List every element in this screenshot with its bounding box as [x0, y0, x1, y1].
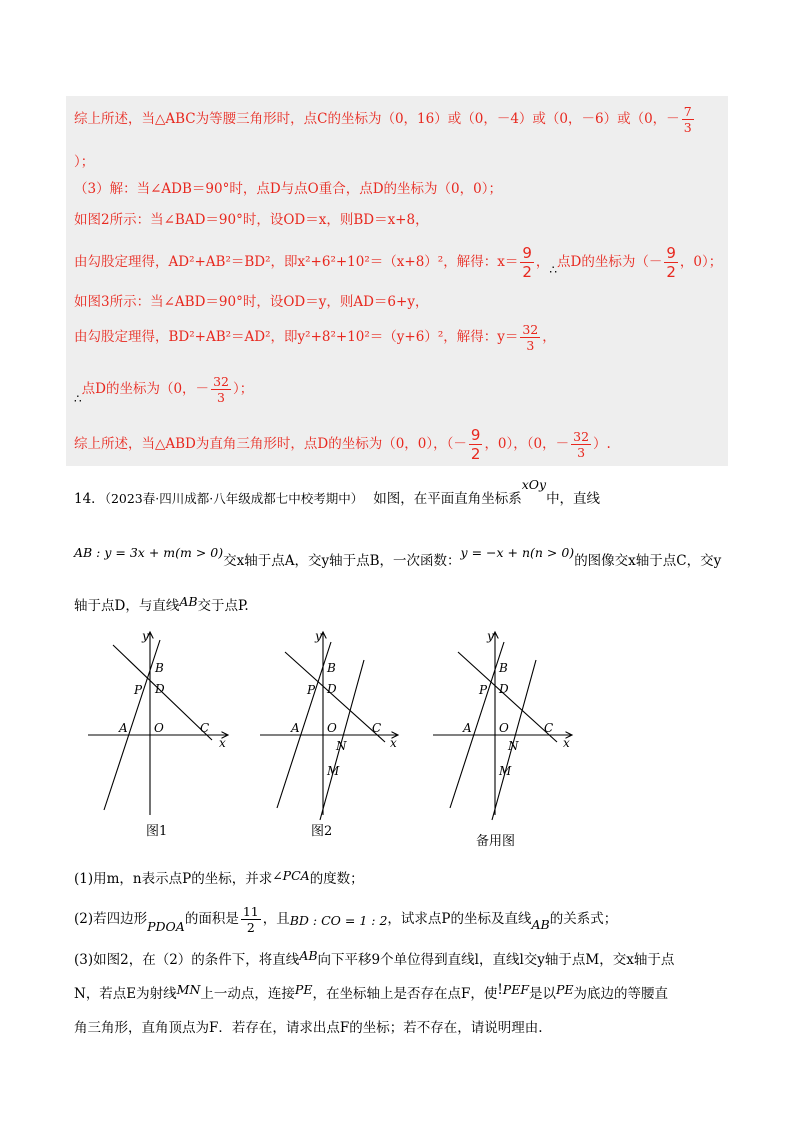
solution-text: ，0），（0，－ — [484, 436, 570, 452]
question-line-2 — [74, 545, 722, 570]
fraction — [520, 322, 540, 353]
math-angle: ∠PCA — [272, 868, 310, 883]
label-m: M — [327, 764, 340, 778]
figure-3-labels — [462, 629, 570, 778]
denominator: 2 — [241, 919, 261, 935]
question-text: 是以 — [529, 986, 556, 1002]
solution-text: 综上所述，当△ABD为直角三角形时，点D的坐标为（0，0），（－ — [74, 436, 467, 452]
label-o: O — [154, 721, 164, 735]
subquestion-3-line-3: 角三角形，直角顶点为F．若存在，请求出点F的坐标；若不存在，请说明理由. — [74, 1020, 543, 1036]
math-quad: PDOA — [147, 919, 185, 934]
label-x: x — [219, 736, 226, 750]
figure-2-labels — [290, 629, 397, 778]
solution-line-7 — [74, 322, 556, 353]
figure-3-caption: 备用图 — [476, 834, 516, 849]
math-ab: AB — [179, 594, 198, 609]
question-source: （2023春·四川成都·八年级成都七中校考期中） — [104, 491, 364, 506]
solution-text: ， — [535, 254, 550, 270]
label-x: x — [563, 736, 570, 750]
question-text: N，若点E为射线 — [74, 986, 177, 1002]
question-text: 的图像交x轴于点C，交y — [574, 553, 722, 569]
label-y: y — [315, 629, 322, 643]
label-b: B — [155, 661, 164, 675]
question-text: 的面积是 — [184, 911, 239, 927]
solution-text: ）； — [232, 381, 254, 397]
denominator: 2 — [470, 445, 481, 463]
subquestion-3-line-1 — [74, 948, 675, 969]
solution-text: 点D的坐标为（－ — [557, 254, 663, 270]
figure-1-caption: 图1 — [146, 824, 168, 839]
label-y: y — [142, 629, 149, 643]
fraction — [520, 244, 534, 281]
question-text: 的关系式； — [549, 911, 618, 927]
fraction — [571, 429, 591, 460]
denominator: 3 — [571, 444, 591, 460]
label-b: B — [327, 661, 336, 675]
label-x: x — [390, 736, 397, 750]
label-n: N — [336, 739, 347, 753]
denominator: 3 — [211, 389, 231, 405]
label-o: O — [327, 721, 337, 735]
label-d: D — [499, 682, 509, 696]
question-text: (3)如图2，在（2）的条件下，将直线 — [74, 952, 300, 968]
math-pe: PE — [294, 982, 313, 997]
label-c: C — [372, 721, 382, 735]
label-p: P — [307, 683, 316, 697]
solution-text: ）. — [593, 436, 611, 452]
solution-text: ， — [542, 329, 556, 345]
fraction — [682, 104, 694, 135]
math-ab: AB — [299, 948, 318, 963]
label-y: y — [487, 629, 494, 643]
figure-1-labels — [118, 629, 226, 750]
solution-line-4: 如图2所示：当∠BAD＝90°时，设OD＝x，则BD＝x+8， — [74, 212, 429, 228]
label-b: B — [499, 661, 508, 675]
question-text: (2)若四边形 — [74, 911, 148, 927]
solution-text: 由勾股定理得，BD²+AB²＝AD²，即y²+8²+10²＝（y+6）²，解得：y＝ — [74, 329, 519, 345]
subquestion-3-line-2 — [74, 982, 669, 1003]
question-text: (1)用m，n表示点P的坐标，并求 — [74, 871, 273, 887]
numerator: 7 — [683, 104, 692, 119]
label-d: D — [155, 682, 165, 696]
therefore-symbol: ∴ — [549, 263, 558, 277]
denominator: 2 — [522, 263, 532, 281]
math-function: y = −x + n(n > 0) — [460, 545, 575, 560]
denominator: 3 — [520, 337, 540, 353]
question-line-3 — [74, 594, 249, 615]
subquestion-2 — [74, 904, 617, 935]
figure-2-caption: 图2 — [311, 824, 333, 839]
numerator: 32 — [522, 322, 539, 337]
math-xoy: xOy — [521, 477, 547, 492]
solution-text: ，0）； — [679, 254, 723, 270]
solution-text: 由勾股定理得，AD²+AB²＝BD²，即x²+6²+10²＝（x+8）²，解得：x＝ — [74, 254, 519, 270]
line-ab — [104, 640, 160, 810]
question-text: 轴于点D，与直线 — [74, 598, 180, 614]
line-ab — [450, 642, 504, 808]
triangle-symbol: ! — [497, 982, 503, 998]
solution-line-9 — [74, 426, 611, 463]
numerator: 32 — [573, 429, 590, 444]
question-text: 交x轴于点A，交y轴于点B，一次函数： — [223, 553, 461, 569]
label-c: C — [200, 721, 210, 735]
label-p: P — [479, 683, 488, 697]
numerator: 32 — [213, 374, 229, 389]
fraction — [211, 374, 231, 405]
subquestion-1 — [74, 870, 364, 888]
math-ab: AB — [531, 917, 550, 932]
question-text: ，在坐标轴上是否存在点F，使 — [312, 986, 498, 1002]
solution-line-2: ）； — [74, 154, 95, 170]
solution-line-6: 如图3所示：当∠ABD＝90°时，设OD＝y，则AD＝6+y， — [74, 294, 429, 310]
numerator: 9 — [522, 244, 532, 262]
question-text: 交于点P. — [197, 598, 249, 614]
numerator: 9 — [666, 244, 676, 262]
solution-text: 综上所述，当△ABC为等腰三角形时，点C的坐标为（0，16）或（0，－4）或（0，－6）或（0，－ — [74, 111, 680, 127]
fraction — [469, 426, 483, 463]
fraction — [664, 244, 678, 281]
question-text: ，且 — [262, 911, 290, 927]
question-text: 如图，在平面直角坐标系 — [373, 491, 522, 507]
label-n: N — [508, 739, 519, 753]
therefore-symbol: ∴ — [74, 392, 82, 406]
question-text: 为底边的等腰直 — [573, 986, 669, 1002]
label-a: A — [463, 721, 472, 735]
solution-box — [66, 96, 728, 466]
label-c: C — [544, 721, 554, 735]
label-o: O — [499, 721, 509, 735]
label-a: A — [291, 721, 300, 735]
solution-line-3: （3）解：当∠ADB＝90°时，点D与点O重合，点D的坐标为（0，0）； — [74, 181, 502, 197]
label-p: P — [134, 683, 143, 697]
math-pef: PEF — [502, 982, 529, 997]
solution-line-1 — [74, 104, 696, 135]
fraction — [241, 904, 261, 935]
label-a: A — [119, 721, 128, 735]
question-text: 上一动点，连接 — [200, 986, 295, 1002]
solution-line-5 — [74, 244, 722, 281]
math-pe: PE — [556, 982, 574, 997]
question-text: 中，直线 — [546, 491, 601, 507]
label-m: M — [499, 764, 512, 778]
math-ratio: BD : CO = 1 : 2 — [289, 913, 388, 928]
question-number: 14． — [74, 491, 105, 507]
denominator: 2 — [666, 263, 676, 281]
label-d: D — [327, 682, 337, 696]
figure-1 — [0, 620, 800, 860]
math-line-ab: AB : y = 3x + m(m > 0) — [74, 545, 224, 560]
solution-line-8 — [74, 374, 253, 405]
numerator: 9 — [470, 426, 481, 444]
question-text: 的度数； — [309, 871, 364, 887]
denominator: 3 — [683, 120, 692, 135]
math-mn: MN — [176, 982, 201, 997]
numerator: 11 — [242, 904, 259, 919]
figures-area — [0, 620, 800, 860]
question-line-1 — [74, 477, 601, 508]
question-text: 向下平移9个单位得到直线l，直线l交y轴于点M，交x轴于点 — [317, 952, 675, 968]
solution-text: 点D的坐标为（0，－ — [81, 381, 210, 397]
question-text: ，试求点P的坐标及直线 — [387, 911, 532, 927]
